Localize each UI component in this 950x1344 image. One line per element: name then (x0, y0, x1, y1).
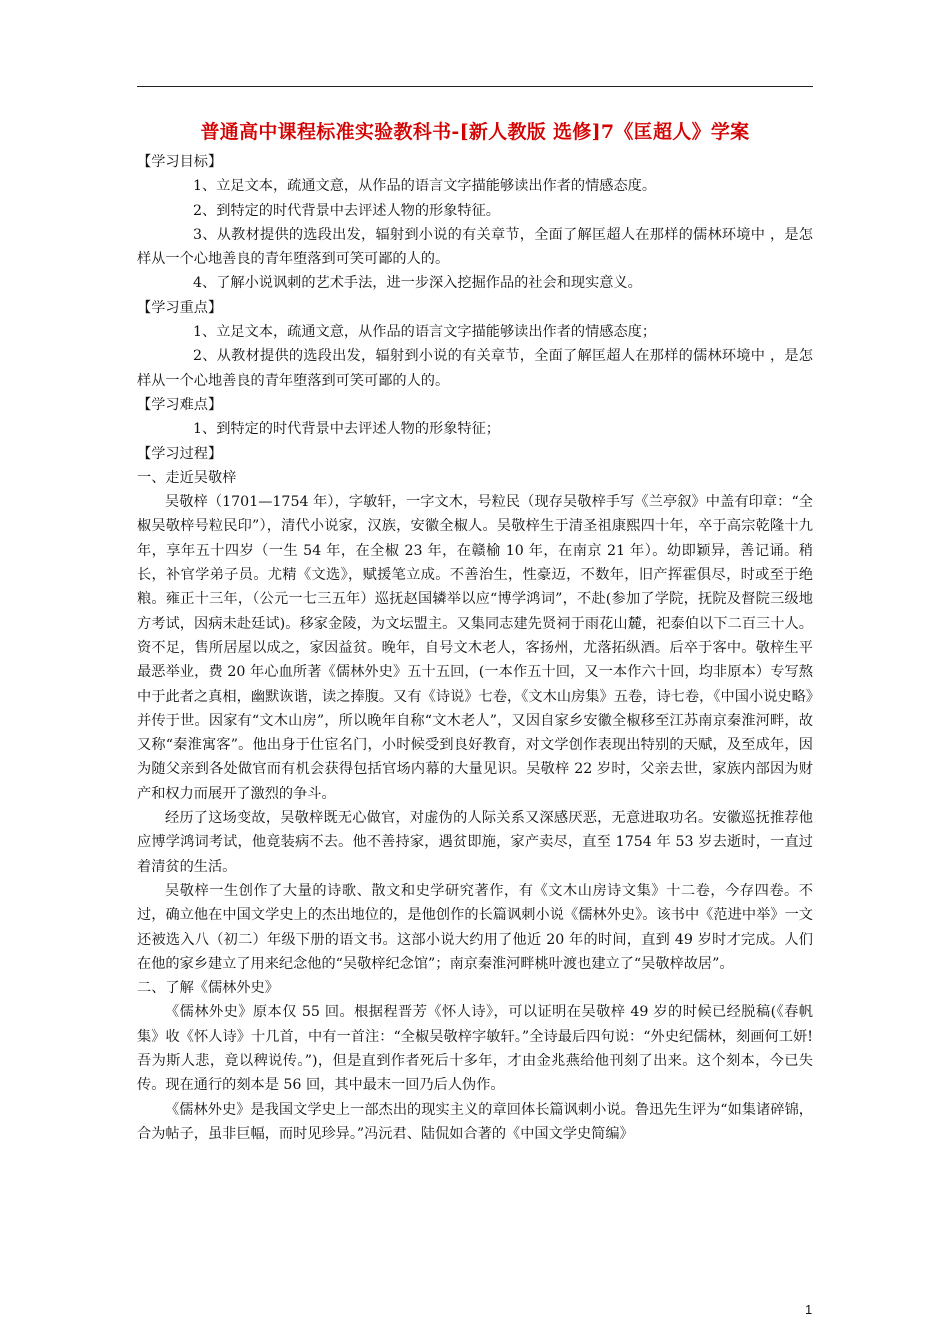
difficulty-item: 1、到特定的时代背景中去评述人物的形象特征； (193, 421, 500, 438)
process-heading: 【学习过程】 (137, 445, 223, 462)
header-rule (137, 86, 813, 87)
paragraph: 吴敬梓（1701—1754 年），字敏轩，一字文木，号粒民（现存吴敬梓手写《兰亭叙》中盖有印章：“全椒吴敬梓号粒民印”），清代小说家，汉族，安徽全椒人。吴敬梓生于清圣祖康熙四十年，卒于高宗乾隆十九年，享年五十四岁（一生 54 年，在全椒 23 年，在赣榆 10 年，在南京 21 年）。幼即颖异，善记诵。稍长，补官学弟子员。尤精《文选》，赋援笔立成。不善治生，性豪迈，不数年，旧产挥霍俱尽，时或至于绝粮。雍正十三年，（公元一七三五年）巡抚赵国辚举以应“博学鸿词”，不赴(参加了学院，抚院及督院三级地方考试，因病未赴廷试)。移家金陵，为文坛盟主。又集同志建先贤祠于雨花山麓，祀泰伯以下二百三十人。资不足，售所居屋以成之，家因益贫。晚年，自号文木老人，客扬州，尤落拓纵酒。后卒于客中。敬梓生平最恶举业，费 20 年心血所著《儒林外史》五十五回，(一本作五十回，又一本作六十回，均非原本）专写熬中于此者之真相，幽默诙谐，读之捧腹。又有《诗说》七卷，《文木山房集》五卷，诗七卷，《中国小说史略》并传于世。因家有“文木山房”，所以晚年自称“文木老人”，又因自家乡安徽全椒移至江苏南京秦淮河畔，故又称“秦淮寓客”。他出身于仕宦名门，小时候受到良好教育，对文学创作表现出特别的天赋，及至成年，因为随父亲到各处做官而有机会获得包括官场内幕的大量见识。吴敬梓 22 岁时，父亲去世，家族内部因为财产和权力而展开了激烈的争斗。 (137, 494, 813, 802)
focus-heading: 【学习重点】 (137, 299, 223, 316)
focus-item: 2、从教材提供的选段出发，辐射到小说的有关章节，全面了解匡超人在那样的儒林环境中 ，是怎样从一个心地善良的青年堕落到可笑可鄙的人的。 (137, 348, 813, 389)
section-heading-author: 一、走近吴敬梓 (137, 469, 237, 486)
section-heading-novel: 二、了解《儒林外史》 (137, 980, 279, 997)
document-body (137, 118, 813, 1146)
goals-heading: 【学习目标】 (137, 154, 223, 170)
goal-item: 1、立足文本，疏通文意，从作品的语言文字描能够读出作者的情感态度。 (193, 178, 657, 195)
goal-item: 2、到特定的时代背景中去评述人物的形象特征。 (193, 202, 500, 219)
goal-item: 4、了解小说讽刺的艺术手法，进一步深入挖掘作品的社会和现实意义。 (193, 275, 642, 292)
page-number: 1 (805, 1302, 813, 1317)
paragraph: 《儒林外史》是我国文学史上一部杰出的现实主义的章回体长篇讽刺小说。鲁迅先生评为“如集诸碎锦，合为帖子，虽非巨幅，而时见珍异。”冯沅君、陆侃如合著的《中国文学史简编》 (137, 1101, 813, 1142)
paragraph: 《儒林外史》原本仅 55 回。根据程晋芳《怀人诗》，可以证明在吴敬梓 49 岁的时候已经脱稿(《春帆集》收《怀人诗》十几首，中有一首注：“全椒吴敬梓字敏轩。”全诗最后四句说：“外史纪儒林，刻画何工妍!吾为斯人悲，竟以稗说传。”)，但是直到作者死后十多年，才由金兆燕给他刊刻了出来。这个刻本，今已失传。现在通行的刻本是 56 回，其中最末一回乃后人伪作。 (137, 1004, 813, 1094)
paragraph: 经历了这场变故，吴敬梓既无心做官，对虚伪的人际关系又深感厌恶，无意进取功名。安徽巡抚推荐他应博学鸿词考试，他竟装病不去。他不善持家，遇贫即施，家产卖尽，直至 1754 年 53 岁去逝时，一直过着清贫的生活。 (137, 810, 813, 875)
focus-item: 1、立足文本，疏通文意，从作品的语言文字描能够读出作者的情感态度； (193, 324, 657, 341)
goal-item: 3、从教材提供的选段出发，辐射到小说的有关章节，全面了解匡超人在那样的儒林环境中 ，是怎样从一个心地善良的青年堕落到可笑可鄙的人的。 (137, 226, 813, 268)
document-title: 普通高中课程标准实验教科书-[新人教版 选修]7《匡超人》学案 (200, 121, 750, 143)
difficulty-heading: 【学习难点】 (137, 396, 223, 413)
paragraph: 吴敬梓一生创作了大量的诗歌、散文和史学研究著作，有《文木山房诗文集》十二卷，今存四卷。不过，确立他在中国文学史上的杰出地位的，是他创作的长篇讽刺小说《儒林外史》。该书中《范进中举》一文还被选入八（初二）年级下册的语文书。这部小说大约用了他近 20 年的时间，直到 49 岁时才完成。人们在他的家乡建立了用来纪念他的“吴敬梓纪念馆”；南京秦淮河畔桃叶渡也建立了“吴敬梓故居”。 (137, 882, 813, 972)
